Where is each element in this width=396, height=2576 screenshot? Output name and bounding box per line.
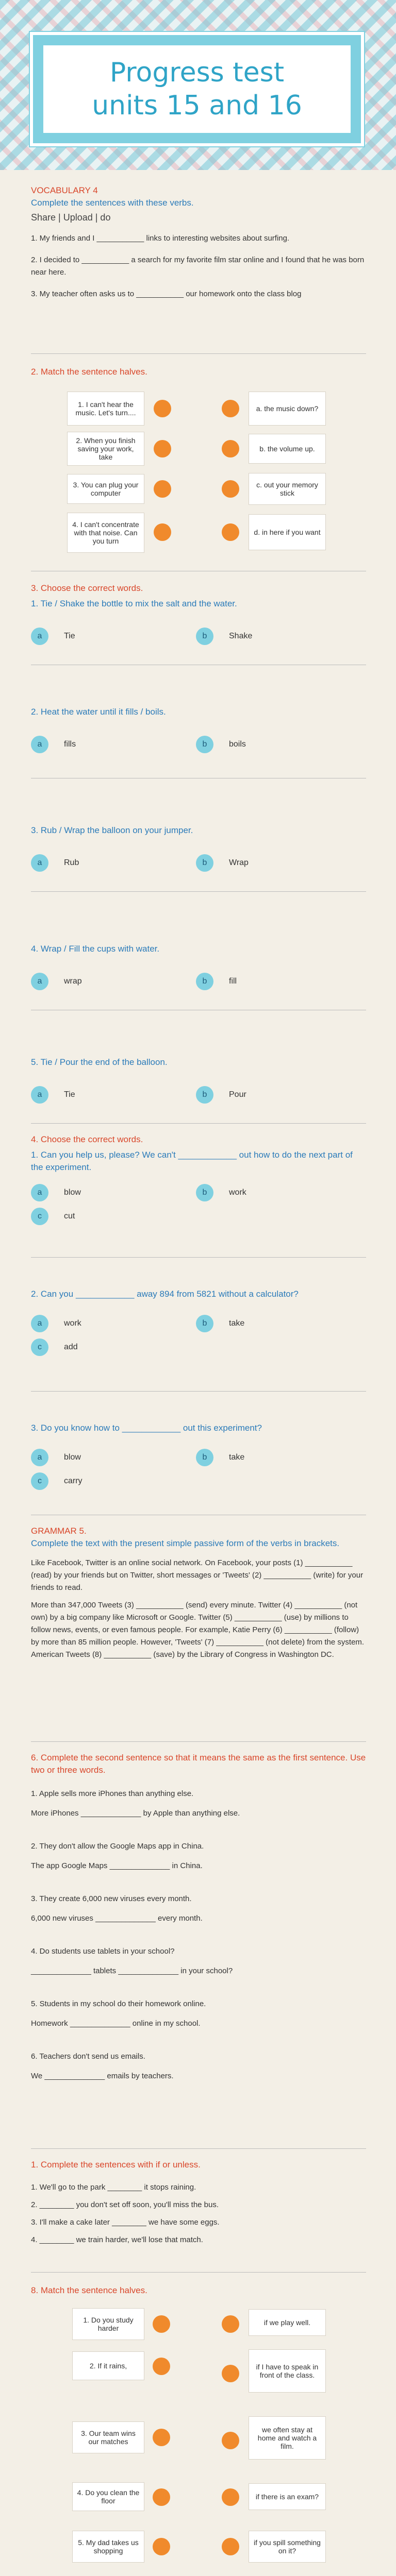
- match-dot[interactable]: [222, 2315, 239, 2333]
- rewrite-heading: 6. Complete the second sentence so that it means the same as the first sentence. Use two or three words.: [31, 1753, 366, 1775]
- rewrite-src-6: 6. Teachers don't send us emails.: [31, 2052, 145, 2061]
- choose1-q5: 5. Tie / Pour the end of the balloon.: [31, 1057, 168, 1067]
- match1-right-d[interactable]: d. in here if you want: [249, 514, 326, 550]
- match1-right-a[interactable]: a. the music down?: [249, 392, 326, 426]
- divider: [31, 891, 366, 892]
- option-c[interactable]: c cut: [31, 1208, 366, 1225]
- match-dot[interactable]: [222, 523, 239, 541]
- option-a[interactable]: a fills: [31, 736, 196, 753]
- rewrite-target-4[interactable]: ______________ tablets ______________ in your school?: [31, 1967, 233, 1975]
- choose2-q2: 2. Can you ____________ away 894 from 5821 without a calculator?: [31, 1289, 299, 1299]
- match1-left-1[interactable]: 1. I can't hear the music. Let's turn....: [67, 392, 144, 426]
- rewrite-target-5[interactable]: Homework ______________ online in my school.: [31, 2019, 201, 2028]
- match-dot[interactable]: [154, 523, 171, 541]
- match-dot[interactable]: [222, 2432, 239, 2449]
- option-b[interactable]: b Wrap: [196, 854, 249, 872]
- page-title: Progress test units 15 and 16: [92, 57, 302, 121]
- match1-right-c[interactable]: c. out your memory stick: [249, 473, 326, 505]
- choose1-q4: 4. Wrap / Fill the cups with water.: [31, 944, 160, 954]
- match1-heading: 2. Match the sentence halves.: [31, 367, 147, 377]
- divider: [31, 1123, 366, 1124]
- rewrite-target-2[interactable]: The app Google Maps ______________ in China.: [31, 1861, 203, 1870]
- match2-right-5[interactable]: if you spill something on it?: [249, 2531, 326, 2563]
- rewrite-target-6[interactable]: We ______________ emails by teachers.: [31, 2072, 174, 2080]
- option-a[interactable]: a Rub: [31, 854, 196, 872]
- option-c[interactable]: c carry: [31, 1472, 366, 1490]
- match-dot[interactable]: [153, 2488, 170, 2506]
- divider: [31, 1391, 366, 1392]
- match1-left-2[interactable]: 2. When you finish saving your work, take: [67, 432, 144, 466]
- match-dot[interactable]: [222, 400, 239, 417]
- match-dot[interactable]: [153, 2429, 170, 2446]
- divider: [31, 2148, 366, 2149]
- option-b[interactable]: b work: [196, 1184, 246, 1201]
- match-dot[interactable]: [222, 440, 239, 457]
- vocab-instruction: Complete the sentences with these verbs.: [31, 198, 194, 208]
- match-dot[interactable]: [222, 2488, 239, 2506]
- option-b[interactable]: b fill: [196, 973, 237, 990]
- choose2-q3: 3. Do you know how to ____________ out this experiment?: [31, 1423, 262, 1433]
- rewrite-src-4: 4. Do students use tablets in your school?: [31, 1947, 175, 1956]
- ifunless-item-2[interactable]: 2. ________ you don't set off soon, you'll miss the bus.: [31, 2200, 219, 2209]
- choose1-q1: 1. Tie / Shake the bottle to mix the salt and the water.: [31, 599, 237, 608]
- choose1-heading: 3. Choose the correct words.: [31, 583, 143, 593]
- divider: [31, 353, 366, 354]
- ifunless-item-1[interactable]: 1. We'll go to the park ________ it stops raining.: [31, 2183, 196, 2192]
- match2-left-5[interactable]: 5. My dad takes us shopping: [72, 2531, 144, 2563]
- match-dot[interactable]: [222, 480, 239, 498]
- match-dot[interactable]: [154, 480, 171, 498]
- match2-heading: 8. Match the sentence halves.: [31, 2285, 147, 2295]
- match1-right-b[interactable]: b. the volume up.: [249, 434, 326, 464]
- ifunless-item-3[interactable]: 3. I'll make a cake later ________ we have some eggs.: [31, 2218, 220, 2227]
- match-dot[interactable]: [153, 2538, 170, 2555]
- option-b[interactable]: b boils: [196, 736, 246, 753]
- ifunless-item-4[interactable]: 4. ________ we train harder, we'll lose that match.: [31, 2235, 203, 2244]
- match-dot[interactable]: [153, 2358, 170, 2375]
- grammar-paragraph-1[interactable]: Like Facebook, Twitter is an online social network. On Facebook, your posts (1) ___________ (read) by your friends but on Twitter, short messages or 'Tweets' (2) ___________ (write) for your friends to read.: [31, 1558, 364, 1592]
- rewrite-src-3: 3. They create 6,000 new viruses every month.: [31, 1894, 192, 1903]
- option-a[interactable]: a work: [31, 1315, 196, 1332]
- choose2-heading: 4. Choose the correct words.: [31, 1134, 143, 1144]
- choose1-q2: 2. Heat the water until it fills / boils.: [31, 707, 166, 717]
- option-a[interactable]: a blow: [31, 1449, 196, 1466]
- grammar-paragraph-2[interactable]: More than 347,000 Tweets (3) ___________ (send) every minute. Twitter (4) ___________ (not own) by a big company like Microsoft or Google. Twitter (5) ___________ (use) by millions to follow news, events, or even famous people. For example, Katie Perry (6) ___________ (follow) by more than 85 million people. However, 'Tweets' (7) ___________ (not delete) from the system. American Tweets (8) ___________ (save) by the Library of Congress in Washington DC.: [31, 1601, 365, 1659]
- option-b[interactable]: b take: [196, 1449, 244, 1466]
- vocab-item-1[interactable]: 1. My friends and I ___________ links to interesting websites about surfing.: [31, 234, 290, 243]
- option-b[interactable]: b Pour: [196, 1086, 246, 1104]
- option-a[interactable]: a blow: [31, 1184, 196, 1201]
- match2-left-4[interactable]: 4. Do you clean the floor: [72, 2482, 144, 2511]
- divider: [31, 1741, 366, 1742]
- match1-left-4[interactable]: 4. I can't concentrate with that noise. Can you turn: [67, 513, 144, 553]
- ifunless-heading: 1. Complete the sentences with if or unless.: [31, 2160, 201, 2170]
- vocab-item-3[interactable]: 3. My teacher often asks us to ___________ our homework onto the class blog: [31, 290, 302, 298]
- rewrite-target-3[interactable]: 6,000 new viruses ______________ every month.: [31, 1914, 203, 1923]
- match2-right-1[interactable]: if we play well.: [249, 2309, 326, 2336]
- match-dot[interactable]: [222, 2538, 239, 2555]
- vocab-verbs: Share | Upload | do: [31, 212, 111, 223]
- divider: [31, 2272, 366, 2273]
- match2-left-3[interactable]: 3. Our team wins our matches: [72, 2421, 144, 2453]
- grammar-instruction: Complete the text with the present simple passive form of the verbs in brackets.: [31, 1538, 340, 1548]
- divider: [31, 1257, 366, 1258]
- grammar-heading: GRAMMAR 5.: [31, 1526, 87, 1536]
- match2-left-2[interactable]: 2. If it rains,: [72, 2351, 144, 2380]
- rewrite-src-5: 5. Students in my school do their homework online.: [31, 1999, 206, 2008]
- match1-left-3[interactable]: 3. You can plug your computer: [67, 474, 144, 504]
- match2-right-2[interactable]: if I have to speak in front of the class.: [249, 2349, 326, 2393]
- match2-left-1[interactable]: 1. Do you study harder: [72, 2308, 144, 2340]
- vocab-heading: VOCABULARY 4: [31, 185, 98, 195]
- match-dot[interactable]: [154, 440, 171, 457]
- match2-right-3[interactable]: we often stay at home and watch a film.: [249, 2416, 326, 2460]
- option-b[interactable]: b Shake: [196, 628, 252, 645]
- vocab-item-2[interactable]: 2. I decided to ___________ a search for my favorite film star online and I found that he was born near here.: [31, 256, 365, 277]
- choose1-q3: 3. Rub / Wrap the balloon on your jumper.: [31, 825, 193, 835]
- choose2-q1: 1. Can you help us, please? We can't ____________ out how to do the next part of the experiment.: [31, 1150, 353, 1172]
- rewrite-target-1[interactable]: More iPhones ______________ by Apple than anything else.: [31, 1809, 240, 1818]
- option-a[interactable]: a Tie: [31, 1086, 196, 1104]
- option-c[interactable]: c add: [31, 1338, 366, 1356]
- option-a[interactable]: a wrap: [31, 973, 196, 990]
- match-dot[interactable]: [154, 400, 171, 417]
- match2-right-4[interactable]: if there is an exam?: [249, 2483, 326, 2510]
- option-a[interactable]: a Tie: [31, 628, 196, 645]
- match-dot[interactable]: [222, 2365, 239, 2382]
- rewrite-src-2: 2. They don't allow the Google Maps app in China.: [31, 1842, 204, 1851]
- match-dot[interactable]: [153, 2315, 170, 2333]
- title-frame: [30, 32, 364, 146]
- rewrite-src-1: 1. Apple sells more iPhones than anything else.: [31, 1789, 194, 1798]
- option-b[interactable]: b take: [196, 1315, 244, 1332]
